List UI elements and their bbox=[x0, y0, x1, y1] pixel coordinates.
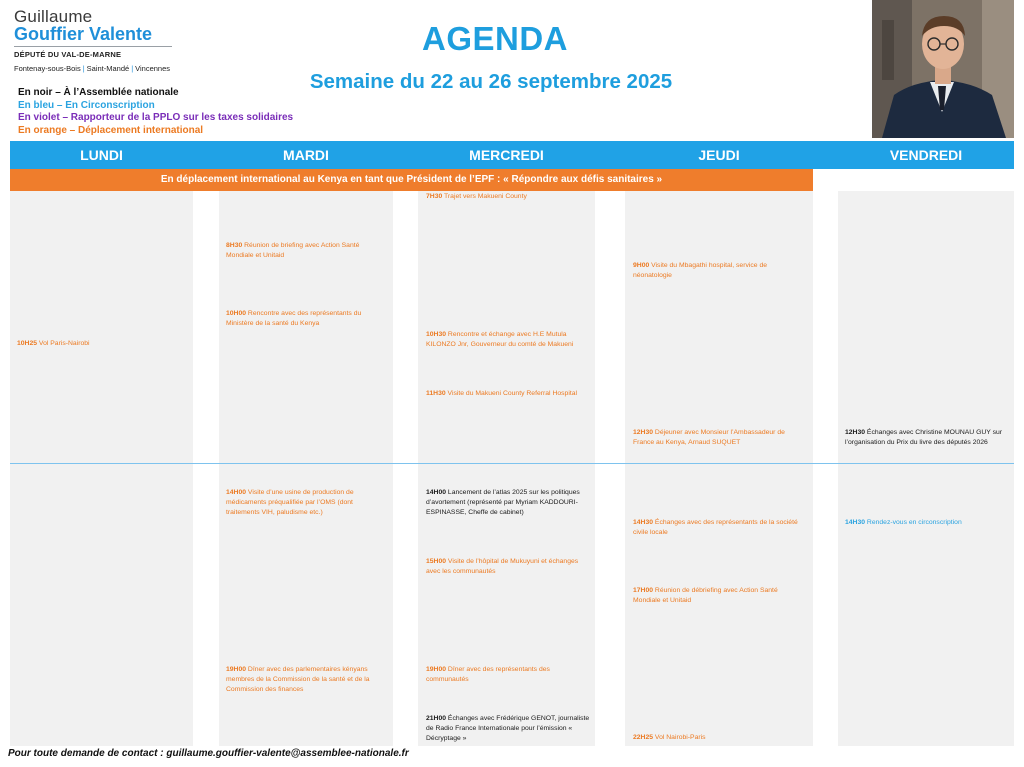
week-subtitle: Semaine du 22 au 26 septembre 2025 bbox=[309, 70, 673, 93]
event-time: 12H30 bbox=[633, 429, 654, 436]
event bbox=[426, 389, 588, 399]
event-time: 11H30 bbox=[426, 390, 446, 397]
event-time: 10H00 bbox=[226, 310, 247, 317]
deputy-logo bbox=[14, 8, 189, 73]
event bbox=[426, 192, 588, 202]
deputy-last-name: Gouffier Valente bbox=[14, 24, 153, 44]
event-text: Échanges avec Frédérique GENOT, journaliste de Radio France Internationale pour l’émission « Décryptage » bbox=[426, 715, 590, 742]
deputy-portrait bbox=[872, 0, 1014, 138]
event-text: Rendez-vous en circonscription bbox=[866, 519, 962, 526]
event-text: Déjeuner avec Monsieur l’Ambassadeur de France au Kenya, Arnaud SUQUET bbox=[633, 429, 785, 446]
event bbox=[226, 665, 386, 695]
day-header-lundi: LUNDI bbox=[80, 147, 123, 163]
event bbox=[426, 714, 590, 744]
town-name: Saint-Mandé bbox=[86, 64, 130, 73]
legend-blue: En bleu – En Circonscription bbox=[18, 99, 155, 111]
day-header-jeudi: JEUDI bbox=[698, 147, 740, 163]
day-header-mardi: MARDI bbox=[283, 147, 329, 163]
event-text: Échanges avec Christine MOUNAU GUY sur l’organisation du Prix du livre des députés 2026 bbox=[845, 429, 1003, 446]
event bbox=[426, 488, 590, 518]
color-legend bbox=[18, 87, 293, 137]
event-time: 14H00 bbox=[226, 489, 247, 496]
event-time: 21H00 bbox=[426, 715, 447, 722]
event-text: Vol Nairobi-Paris bbox=[654, 734, 706, 741]
event bbox=[426, 557, 588, 577]
deputy-first-name: Guillaume bbox=[14, 7, 93, 26]
event bbox=[633, 733, 801, 743]
day-header-band bbox=[10, 141, 1014, 169]
page-title: AGENDA bbox=[421, 20, 568, 57]
day-column-mardi bbox=[219, 191, 393, 746]
event-text: Visite du Makueni County Referral Hospital bbox=[447, 390, 578, 397]
town-name: Fontenay-sous-Bois bbox=[14, 64, 81, 73]
town-name: Vincennes bbox=[135, 64, 171, 73]
event-time: 14H00 bbox=[426, 489, 447, 496]
event bbox=[226, 309, 386, 329]
day-column-mercredi bbox=[418, 191, 595, 746]
event bbox=[633, 428, 805, 448]
event-time: 12H30 bbox=[845, 429, 866, 436]
event-time: 14H30 bbox=[845, 519, 866, 526]
event-text: Trajet vers Makueni County bbox=[444, 193, 527, 200]
event bbox=[633, 518, 801, 538]
legend-black: En noir – À l’Assemblée nationale bbox=[18, 87, 179, 98]
event-time: 19H00 bbox=[226, 666, 247, 673]
event bbox=[633, 586, 801, 606]
event-time: 9H00 bbox=[633, 262, 650, 269]
event-time: 22H25 bbox=[633, 734, 654, 741]
event-text: Vol Paris-Nairobi bbox=[38, 340, 90, 347]
contact-footer: Pour toute demande de contact : guillaume.gouffier-valente@assemblee-nationale.fr bbox=[8, 748, 409, 759]
town-separator: | bbox=[82, 64, 85, 73]
event-time: 15H00 bbox=[426, 558, 447, 565]
day-header-vendredi: VENDREDI bbox=[889, 147, 963, 163]
event bbox=[226, 488, 386, 518]
deputy-towns bbox=[14, 64, 189, 73]
event-time: 19H00 bbox=[426, 666, 447, 673]
event bbox=[845, 428, 1009, 448]
event-text: Rencontre avec des représentants du Ministère de la santé du Kenya bbox=[226, 310, 362, 327]
event bbox=[633, 261, 801, 281]
event-text: Réunion de briefing avec Action Santé Mondiale et Unitaid bbox=[226, 242, 360, 259]
event-text: Dîner avec des représentants des communautés bbox=[426, 666, 550, 683]
trip-banner: En déplacement international au Kenya en tant que Président de l’EPF : « Répondre aux défis sanitaires » bbox=[10, 169, 813, 191]
event-text: Dîner avec des parlementaires kényans membres de la Commission de la santé et de la Commission des finances bbox=[226, 666, 370, 693]
deputy-title: DÉPUTÉ DU VAL-DE-MARNE bbox=[14, 50, 122, 59]
event-text: Réunion de débriefing avec Action Santé Mondiale et Unitaid bbox=[633, 587, 778, 604]
event bbox=[17, 339, 187, 349]
day-header-mercredi: MERCREDI bbox=[469, 147, 544, 163]
event bbox=[226, 241, 386, 261]
event-time: 7H30 bbox=[426, 193, 443, 200]
event-text: Visite d’une usine de production de médicaments préqualifiée par l’OMS (dont traitements VIH, paludisme etc.) bbox=[226, 489, 354, 516]
legend-orange: En orange – Déplacement international bbox=[18, 124, 204, 136]
logo-divider bbox=[14, 46, 172, 47]
event-text: Lancement de l’atlas 2025 sur les politiques d’avortement (représenté par Myriam KADDOURI-ESPINASSE, Cheffe de cabinet) bbox=[426, 489, 580, 516]
portrait-illustration bbox=[872, 0, 1014, 138]
midday-divider bbox=[10, 463, 1014, 464]
event-time: 14H30 bbox=[633, 519, 654, 526]
event-text: Visite de l’hôpital de Mukuyuni et échanges avec les communautés bbox=[426, 558, 579, 575]
day-column-vendredi bbox=[838, 191, 1014, 746]
event-text: Visite du Mbagathi hospital, service de néonatologie bbox=[633, 262, 768, 279]
event bbox=[426, 330, 588, 350]
event-text: Rencontre et échange avec H.E Mutula KILONZO Jnr, Gouverneur du comté de Makueni bbox=[426, 331, 574, 348]
event-time: 10H25 bbox=[17, 340, 38, 347]
event-text: Échanges avec des représentants de la société civile locale bbox=[633, 519, 798, 536]
day-column-lundi bbox=[10, 191, 193, 746]
event bbox=[426, 665, 588, 685]
event-time: 8H30 bbox=[226, 242, 243, 249]
event bbox=[845, 518, 1009, 528]
event-time: 10H30 bbox=[426, 331, 447, 338]
town-separator: | bbox=[131, 64, 134, 73]
event-time: 17H00 bbox=[633, 587, 654, 594]
legend-violet: En violet – Rapporteur de la PPLO sur les taxes solidaires bbox=[18, 112, 294, 123]
